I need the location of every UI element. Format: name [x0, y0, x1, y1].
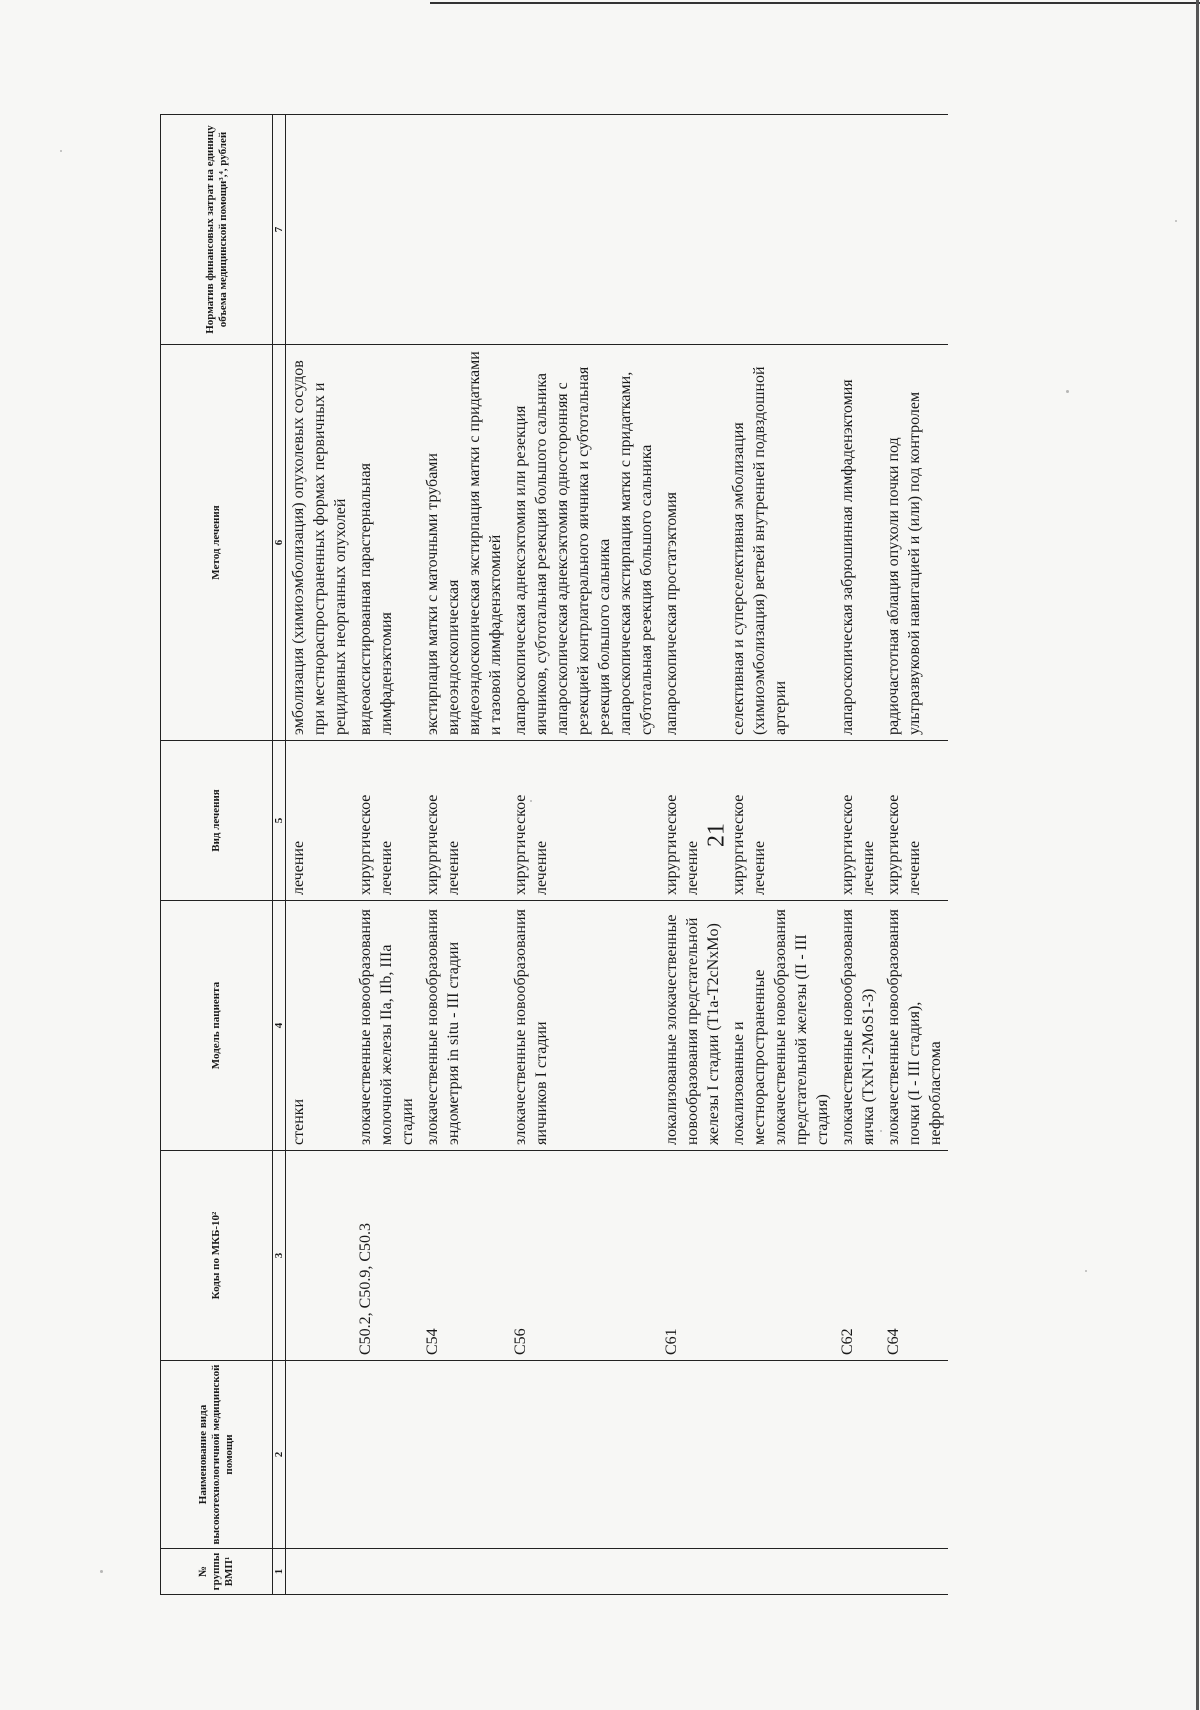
cell-icd-code: C61: [659, 1151, 726, 1361]
cell-treatment-method: [508, 345, 659, 741]
treatment-method-text: экстирпация матки с маточными трубами видеоэндоскопическая: [424, 453, 462, 735]
scan-speck: [100, 1570, 103, 1573]
cell-care-type-name: [659, 1361, 726, 1549]
cell-icd-code: C50.2, C50.9, C50.3: [353, 1151, 420, 1361]
column-number: 6: [273, 345, 286, 741]
cell-care-type-name: [726, 1361, 835, 1549]
header-icd-codes: Коды по МКБ-10²: [161, 1151, 273, 1361]
cell-treatment-method: [835, 345, 881, 741]
scan-edge-right: [1196, 0, 1199, 1710]
cell-icd-code: C56: [508, 1151, 659, 1361]
table-row: [353, 115, 420, 1595]
cell-treatment-method: [726, 345, 835, 741]
scan-speck: [1085, 1270, 1087, 1272]
cell-group-number: [420, 1549, 508, 1595]
treatment-method-text: эмболизация (химиоэмболизация) опухолевых сосудов при местнораспространенных формах первичных и рецидивных неорганных опухолей: [290, 360, 349, 735]
cell-patient-model: злокачественные новообразования молочной железы IIa, IIb, IIIa стадии: [353, 901, 420, 1151]
cell-group-number: [881, 1549, 948, 1595]
cell-group-number: [659, 1549, 726, 1595]
column-number: 2: [273, 1361, 286, 1549]
treatment-method-text: лапароскопическая аднексэктомия или резекция яичников, субтотальная резекция большого сальника: [512, 373, 550, 735]
treatment-method-text: видеоассистированная парастернальная лимфаденэктомия: [357, 463, 395, 735]
scan-edge-top: [430, 2, 1200, 4]
table-header-row: [161, 115, 273, 1595]
treatment-method-text: селективная и суперселективная эмболизация (химиоэмболизация) ветвей внутренней подвздошной артерии: [730, 366, 789, 735]
cell-financial-norm: [881, 115, 948, 345]
medical-care-table: [160, 114, 948, 1595]
cell-financial-norm: [420, 115, 508, 345]
cell-patient-model: локализованные злокачественные новообразования предстательной железы I стадии (T1a-T2cNxMo): [659, 901, 726, 1151]
table-row: [881, 115, 948, 1595]
cell-treatment-type: хирургическое лечение: [835, 741, 881, 901]
table-row: [420, 115, 508, 1595]
cell-care-type-name: [420, 1361, 508, 1549]
cell-treatment-method: [286, 345, 354, 741]
cell-financial-norm: [353, 115, 420, 345]
cell-patient-model: злокачественные новообразования яичников I стадии: [508, 901, 659, 1151]
cell-patient-model: злокачественные новообразования эндометрия in situ - III стадии: [420, 901, 508, 1151]
column-number-row: [273, 115, 286, 1595]
table-row: [286, 115, 354, 1595]
column-number: 1: [273, 1549, 286, 1595]
cell-group-number: [726, 1549, 835, 1595]
cell-financial-norm: [726, 115, 835, 345]
cell-icd-code: C54: [420, 1151, 508, 1361]
cell-financial-norm: [286, 115, 354, 345]
page-number: 21: [703, 823, 730, 847]
column-number: 7: [273, 115, 286, 345]
cell-care-type-name: [508, 1361, 659, 1549]
treatment-method-text: лапароскопическая забрюшинная лимфаденэктомия: [839, 379, 856, 735]
cell-financial-norm: [659, 115, 726, 345]
cell-care-type-name: [353, 1361, 420, 1549]
cell-treatment-type: хирургическое лечение: [420, 741, 508, 901]
cell-treatment-type: хирургическое лечение: [726, 741, 835, 901]
cell-care-type-name: [881, 1361, 948, 1549]
scan-speck: [1175, 220, 1177, 222]
column-number: 3: [273, 1151, 286, 1361]
header-treatment-type: Вид лечения: [161, 741, 273, 901]
cell-icd-code: [726, 1151, 835, 1361]
rotated-table-container: [160, 115, 1060, 1595]
header-financial-norm: Норматив финансовых затрат на единицу объема медицинской помощи³,⁴, рублей: [161, 115, 273, 345]
treatment-method-text: лапароскопическая аднексэктомия односторонняя с резекцией контрлатерального яичника и субтотальная резекция большого сальника: [554, 366, 613, 735]
column-number: 4: [273, 901, 286, 1151]
cell-treatment-method: [420, 345, 508, 741]
cell-group-number: [353, 1549, 420, 1595]
scan-speck: [60, 150, 62, 152]
table-row: [835, 115, 881, 1595]
cell-group-number: [286, 1549, 354, 1595]
cell-treatment-type: хирургическое лечение: [353, 741, 420, 901]
header-group-number: № группы ВМП¹: [161, 1549, 273, 1595]
cell-icd-code: C64: [881, 1151, 948, 1361]
cell-patient-model: стенки: [286, 901, 354, 1151]
scan-speck: [530, 800, 532, 802]
cell-patient-model: локализованные и местнораспространенные злокачественные новообразования предстательной железы (II - III стадия): [726, 901, 835, 1151]
table-row: [659, 115, 726, 1595]
treatment-method-text: радиочастотная аблация опухоли почки под ультразвуковой навигацией и (или) под контролем: [885, 391, 923, 735]
header-patient-model: Модель пациента: [161, 901, 273, 1151]
header-treatment-method: Метод лечения: [161, 345, 273, 741]
table-row: [726, 115, 835, 1595]
cell-patient-model: злокачественные новообразования яичка (TxN1-2MoS1-3): [835, 901, 881, 1151]
cell-treatment-type: хирургическое лечение: [659, 741, 726, 901]
cell-care-type-name: [835, 1361, 881, 1549]
treatment-method-text: лапароскопическая экстирпация матки с придатками, субтотальная резекция большого сальника: [617, 371, 655, 735]
cell-financial-norm: [835, 115, 881, 345]
header-care-type-name: Наименование вида высокотехнологичной медицинской помощи: [161, 1361, 273, 1549]
table-row: [508, 115, 659, 1595]
cell-patient-model: злокачественные новообразования почки (I - III стадия), нефробластома: [881, 901, 948, 1151]
treatment-method-text: лапароскопическая простатэктомия: [663, 491, 680, 735]
cell-group-number: [835, 1549, 881, 1595]
column-number: 5: [273, 741, 286, 901]
scan-speck: [880, 1130, 882, 1132]
cell-group-number: [508, 1549, 659, 1595]
cell-icd-code: [286, 1151, 354, 1361]
scan-speck: [1066, 390, 1069, 393]
cell-treatment-type: хирургическое лечение: [508, 741, 659, 901]
cell-treatment-type: хирургическое лечение: [881, 741, 948, 901]
cell-treatment-method: [881, 345, 948, 741]
cell-care-type-name: [286, 1361, 354, 1549]
cell-treatment-method: [659, 345, 726, 741]
cell-treatment-type: лечение: [286, 741, 354, 901]
cell-financial-norm: [508, 115, 659, 345]
cell-treatment-method: [353, 345, 420, 741]
cell-icd-code: C62: [835, 1151, 881, 1361]
treatment-method-text: видеоэндоскопическая экстирпация матки с придатками и тазовой лимфаденэктомией: [466, 351, 504, 735]
